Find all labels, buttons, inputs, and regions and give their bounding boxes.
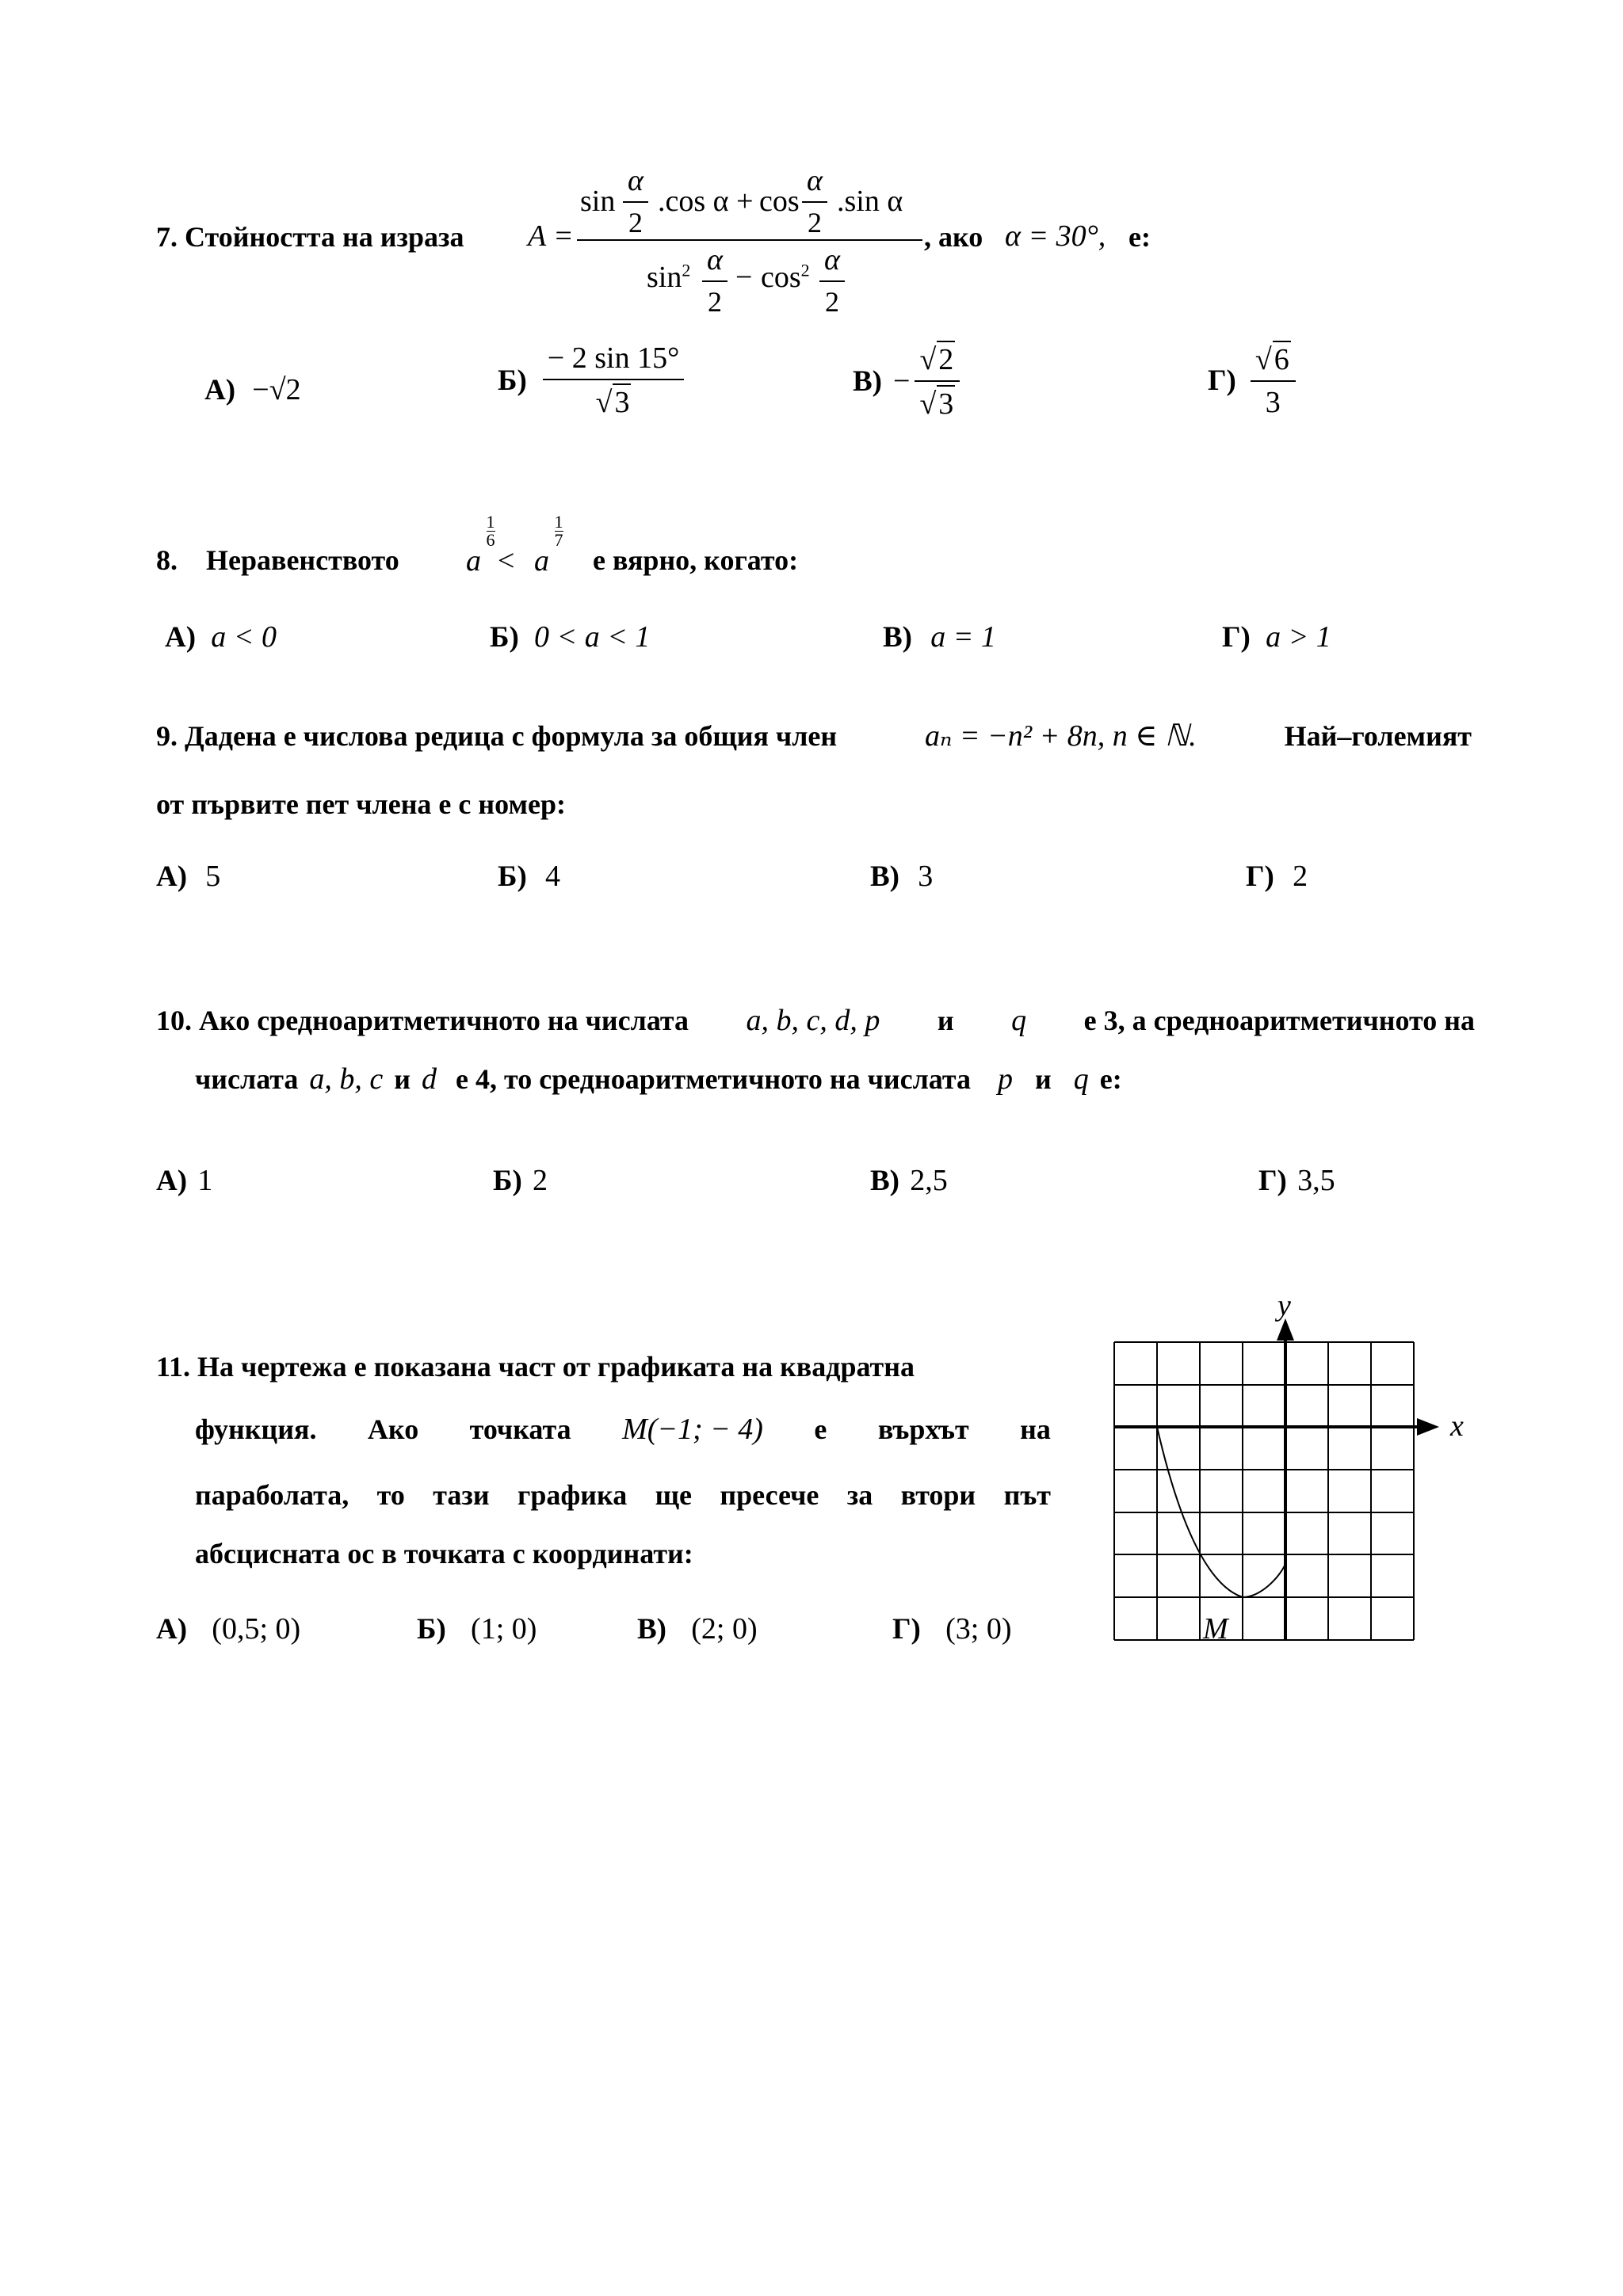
q7-den-cos (761, 260, 810, 295)
option-label: А) (165, 621, 197, 654)
exp-den: 7 (554, 530, 563, 550)
option-label: А) (156, 860, 188, 893)
q11-point: M(−1; − 4) (622, 1413, 763, 1446)
option-label: Г) (1222, 621, 1251, 654)
sqrt-radicand: 3 (937, 385, 955, 421)
q8-base: a (534, 544, 549, 578)
q11-line4: абсцисната ос в точката с координати: (195, 1538, 693, 1569)
q9-text2: Най–големият (1284, 720, 1472, 752)
q9-option-d[interactable] (1246, 859, 1308, 894)
option-value: 3,5 (1297, 1164, 1335, 1197)
q7-alpha: α (819, 242, 845, 282)
q7-sin: sin (647, 261, 682, 294)
q11-number: 11. (156, 1351, 191, 1383)
q7-two: 2 (628, 207, 643, 238)
q11-line2-b: Ако (367, 1413, 419, 1445)
option-fraction (1251, 341, 1296, 420)
q10-line2 (195, 1062, 1122, 1097)
option-label: Б) (493, 1165, 522, 1197)
q9-line2: от първите пет члена е с номер: (156, 788, 566, 820)
exp-num: 1 (486, 512, 495, 532)
q9-formula: aₙ = −n² + 8n, n ∈ ℕ. (925, 719, 1197, 753)
option-label: Б) (498, 364, 527, 397)
q7-alpha: α (802, 163, 827, 203)
q10-line2-end: е: (1099, 1063, 1122, 1095)
option-value: a = 1 (930, 620, 996, 654)
q9-option-a[interactable] (156, 859, 220, 894)
q10-option-c[interactable] (870, 1163, 948, 1198)
option-value: −√2 (252, 373, 301, 406)
q8-option-a[interactable] (165, 620, 277, 654)
option-value: 1 (197, 1164, 213, 1197)
x-axis-label: x (1450, 1409, 1464, 1443)
option-label: Г) (1208, 364, 1236, 397)
q10-option-b[interactable] (493, 1163, 548, 1198)
graph-grid (1114, 1342, 1414, 1640)
q10-p: p (998, 1062, 1013, 1096)
option-label: А) (204, 374, 236, 406)
q11-line3: параболата, то тази графика ще пресече за втори път (195, 1479, 1051, 1511)
q10-vars2: a, b, c (309, 1062, 384, 1096)
option-value: 0 < a < 1 (534, 620, 651, 654)
q7-alpha: α (702, 242, 727, 282)
option-value: 2,5 (910, 1164, 948, 1197)
option-value: 2 (1293, 860, 1308, 893)
option-fraction (543, 341, 684, 420)
q8-inequality (466, 513, 585, 577)
q10-line2-b: е 4, то средноаритметичното на числата (456, 1063, 971, 1095)
q9-option-b[interactable] (498, 859, 560, 894)
q11-line2-d: е (814, 1413, 827, 1445)
q11-option-a[interactable] (156, 1611, 300, 1646)
q10-q2: q (1073, 1062, 1089, 1096)
q7-sup: 2 (800, 260, 810, 280)
q10-option-a[interactable] (156, 1163, 212, 1198)
q11-line2-e: върхът (877, 1413, 969, 1445)
q11-line1-text: На чертежа е показана част от графиката на квадратна (197, 1351, 915, 1383)
q10-option-d[interactable] (1258, 1163, 1335, 1198)
q8-base: a (466, 544, 481, 578)
q11-line2-c: точката (469, 1413, 571, 1445)
q10-line1-start (156, 1004, 689, 1037)
q7-label (156, 220, 464, 254)
option-value: (1; 0) (471, 1612, 537, 1646)
q9-line1 (156, 718, 1472, 753)
exp-num: 1 (554, 512, 563, 532)
q7-option-b[interactable] (498, 341, 684, 420)
option-value: (0,5; 0) (212, 1612, 301, 1646)
q7-den-frac2 (819, 242, 845, 318)
option-value: 4 (545, 860, 561, 893)
q10-and: и (937, 1005, 954, 1036)
option-denominator: √3 (915, 382, 960, 421)
q7-den-frac1 (702, 242, 727, 318)
q7-condition-text: , ако (924, 221, 983, 253)
q7-two: 2 (707, 286, 722, 318)
option-label: Г) (1258, 1165, 1287, 1197)
q7-two: 2 (824, 286, 839, 318)
q7-expression (577, 163, 926, 322)
option-label: Г) (1246, 860, 1274, 893)
q10-line2-a: числата (195, 1063, 299, 1095)
q11-option-d[interactable] (892, 1611, 1012, 1646)
option-value: (2; 0) (691, 1612, 758, 1646)
q7-alpha: α (623, 163, 648, 203)
q8-number: 8. (156, 544, 178, 576)
q7-option-c[interactable] (853, 341, 960, 421)
q8-exp2 (553, 513, 564, 549)
option-numerator: √6 (1251, 341, 1296, 382)
option-label: В) (870, 1165, 899, 1197)
q7-number: 7. (156, 221, 178, 253)
q7-two: 2 (807, 207, 822, 238)
option-fraction (915, 341, 960, 421)
q7-den-sin (647, 260, 690, 295)
q7-num-cos: cos (759, 185, 800, 218)
q7-condition: α = 30°, (1005, 219, 1106, 253)
q10-q: q (1011, 1004, 1027, 1037)
option-label: В) (637, 1613, 666, 1646)
q9-text1 (156, 719, 837, 753)
q11-option-b[interactable] (417, 1611, 537, 1646)
option-sign: − (893, 364, 911, 398)
q7-num-sin: sin (580, 185, 616, 218)
option-label: А) (156, 1165, 188, 1197)
sqrt-radicand: 3 (613, 383, 631, 420)
option-denominator: √3 (591, 380, 636, 420)
q8-lt: < (498, 544, 515, 578)
sqrt-radicand: 2 (937, 341, 955, 377)
q7-num-frac1 (623, 163, 648, 239)
q9-number: 9. (156, 720, 178, 752)
option-value: a > 1 (1266, 620, 1331, 654)
q10-vars1: a, b, c, d, p (746, 1004, 880, 1037)
q11-line2 (195, 1412, 1051, 1447)
q7-num-mid: .cos α + (658, 185, 754, 218)
q10-line1 (156, 1003, 1475, 1038)
option-value: 2 (533, 1164, 548, 1197)
q8-end: е вярно, когато: (593, 544, 799, 576)
vertex-label: M (1203, 1612, 1228, 1646)
option-label: Г) (892, 1613, 921, 1646)
q8-option-d[interactable] (1222, 620, 1331, 654)
q7-den-minus: − (735, 261, 753, 294)
q7-option-d[interactable] (1208, 341, 1296, 420)
option-label: Б) (498, 860, 527, 893)
q11-line2-a: функция. (195, 1413, 317, 1445)
q11-line2-f: на (1020, 1413, 1051, 1445)
option-denominator: 3 (1265, 386, 1281, 419)
q10-and3: и (1035, 1063, 1052, 1095)
q10-d: d (422, 1062, 437, 1096)
q7-fraction-bar (577, 239, 922, 241)
q8-exp1 (485, 513, 496, 549)
q7-cos: cos (761, 261, 801, 294)
q10-and2: и (394, 1063, 411, 1095)
option-label: Б) (490, 621, 519, 654)
q8-option-c[interactable] (883, 620, 996, 654)
option-label: А) (156, 1613, 188, 1646)
option-label: В) (883, 621, 912, 654)
option-value: 5 (205, 860, 221, 893)
q10-number: 10. (156, 1005, 192, 1036)
q11-parabola-graph (1102, 1299, 1466, 1656)
q8-text: Неравенството (206, 544, 399, 576)
q7-num-end: .sin α (837, 185, 903, 218)
q7-lhs: A = (528, 219, 574, 253)
q7-option-a[interactable] (204, 372, 301, 407)
q9-option-c[interactable] (870, 859, 933, 894)
q7-num-frac2 (802, 163, 827, 239)
q10-line1-a: Ако средноаритметичното на числата (199, 1005, 689, 1036)
exp-den: 6 (486, 530, 495, 550)
q8-option-b[interactable] (490, 620, 650, 654)
q10-line1-b: е 3, а средноаритметичното на (1083, 1005, 1475, 1036)
q7-sup: 2 (682, 260, 691, 280)
q11-option-c[interactable] (637, 1611, 758, 1646)
option-value: a < 0 (211, 620, 277, 654)
option-label: В) (870, 860, 899, 893)
q9-text1-content: Дадена е числова редица с формула за общия член (185, 720, 838, 752)
x-axis-arrow-icon (1417, 1418, 1439, 1436)
option-numerator: √2 (915, 341, 960, 382)
option-label: В) (853, 364, 882, 398)
sqrt-radicand: 6 (1273, 341, 1291, 377)
y-axis-label: y (1277, 1299, 1291, 1322)
option-label: Б) (417, 1613, 446, 1646)
option-numerator: − 2 sin 15° (543, 341, 684, 380)
q11-line1 (156, 1350, 915, 1383)
q7-text: Стойността на израза (185, 221, 464, 253)
option-value: 3 (918, 860, 934, 893)
q7-end: е: (1128, 221, 1151, 253)
option-value: (3; 0) (945, 1612, 1012, 1646)
